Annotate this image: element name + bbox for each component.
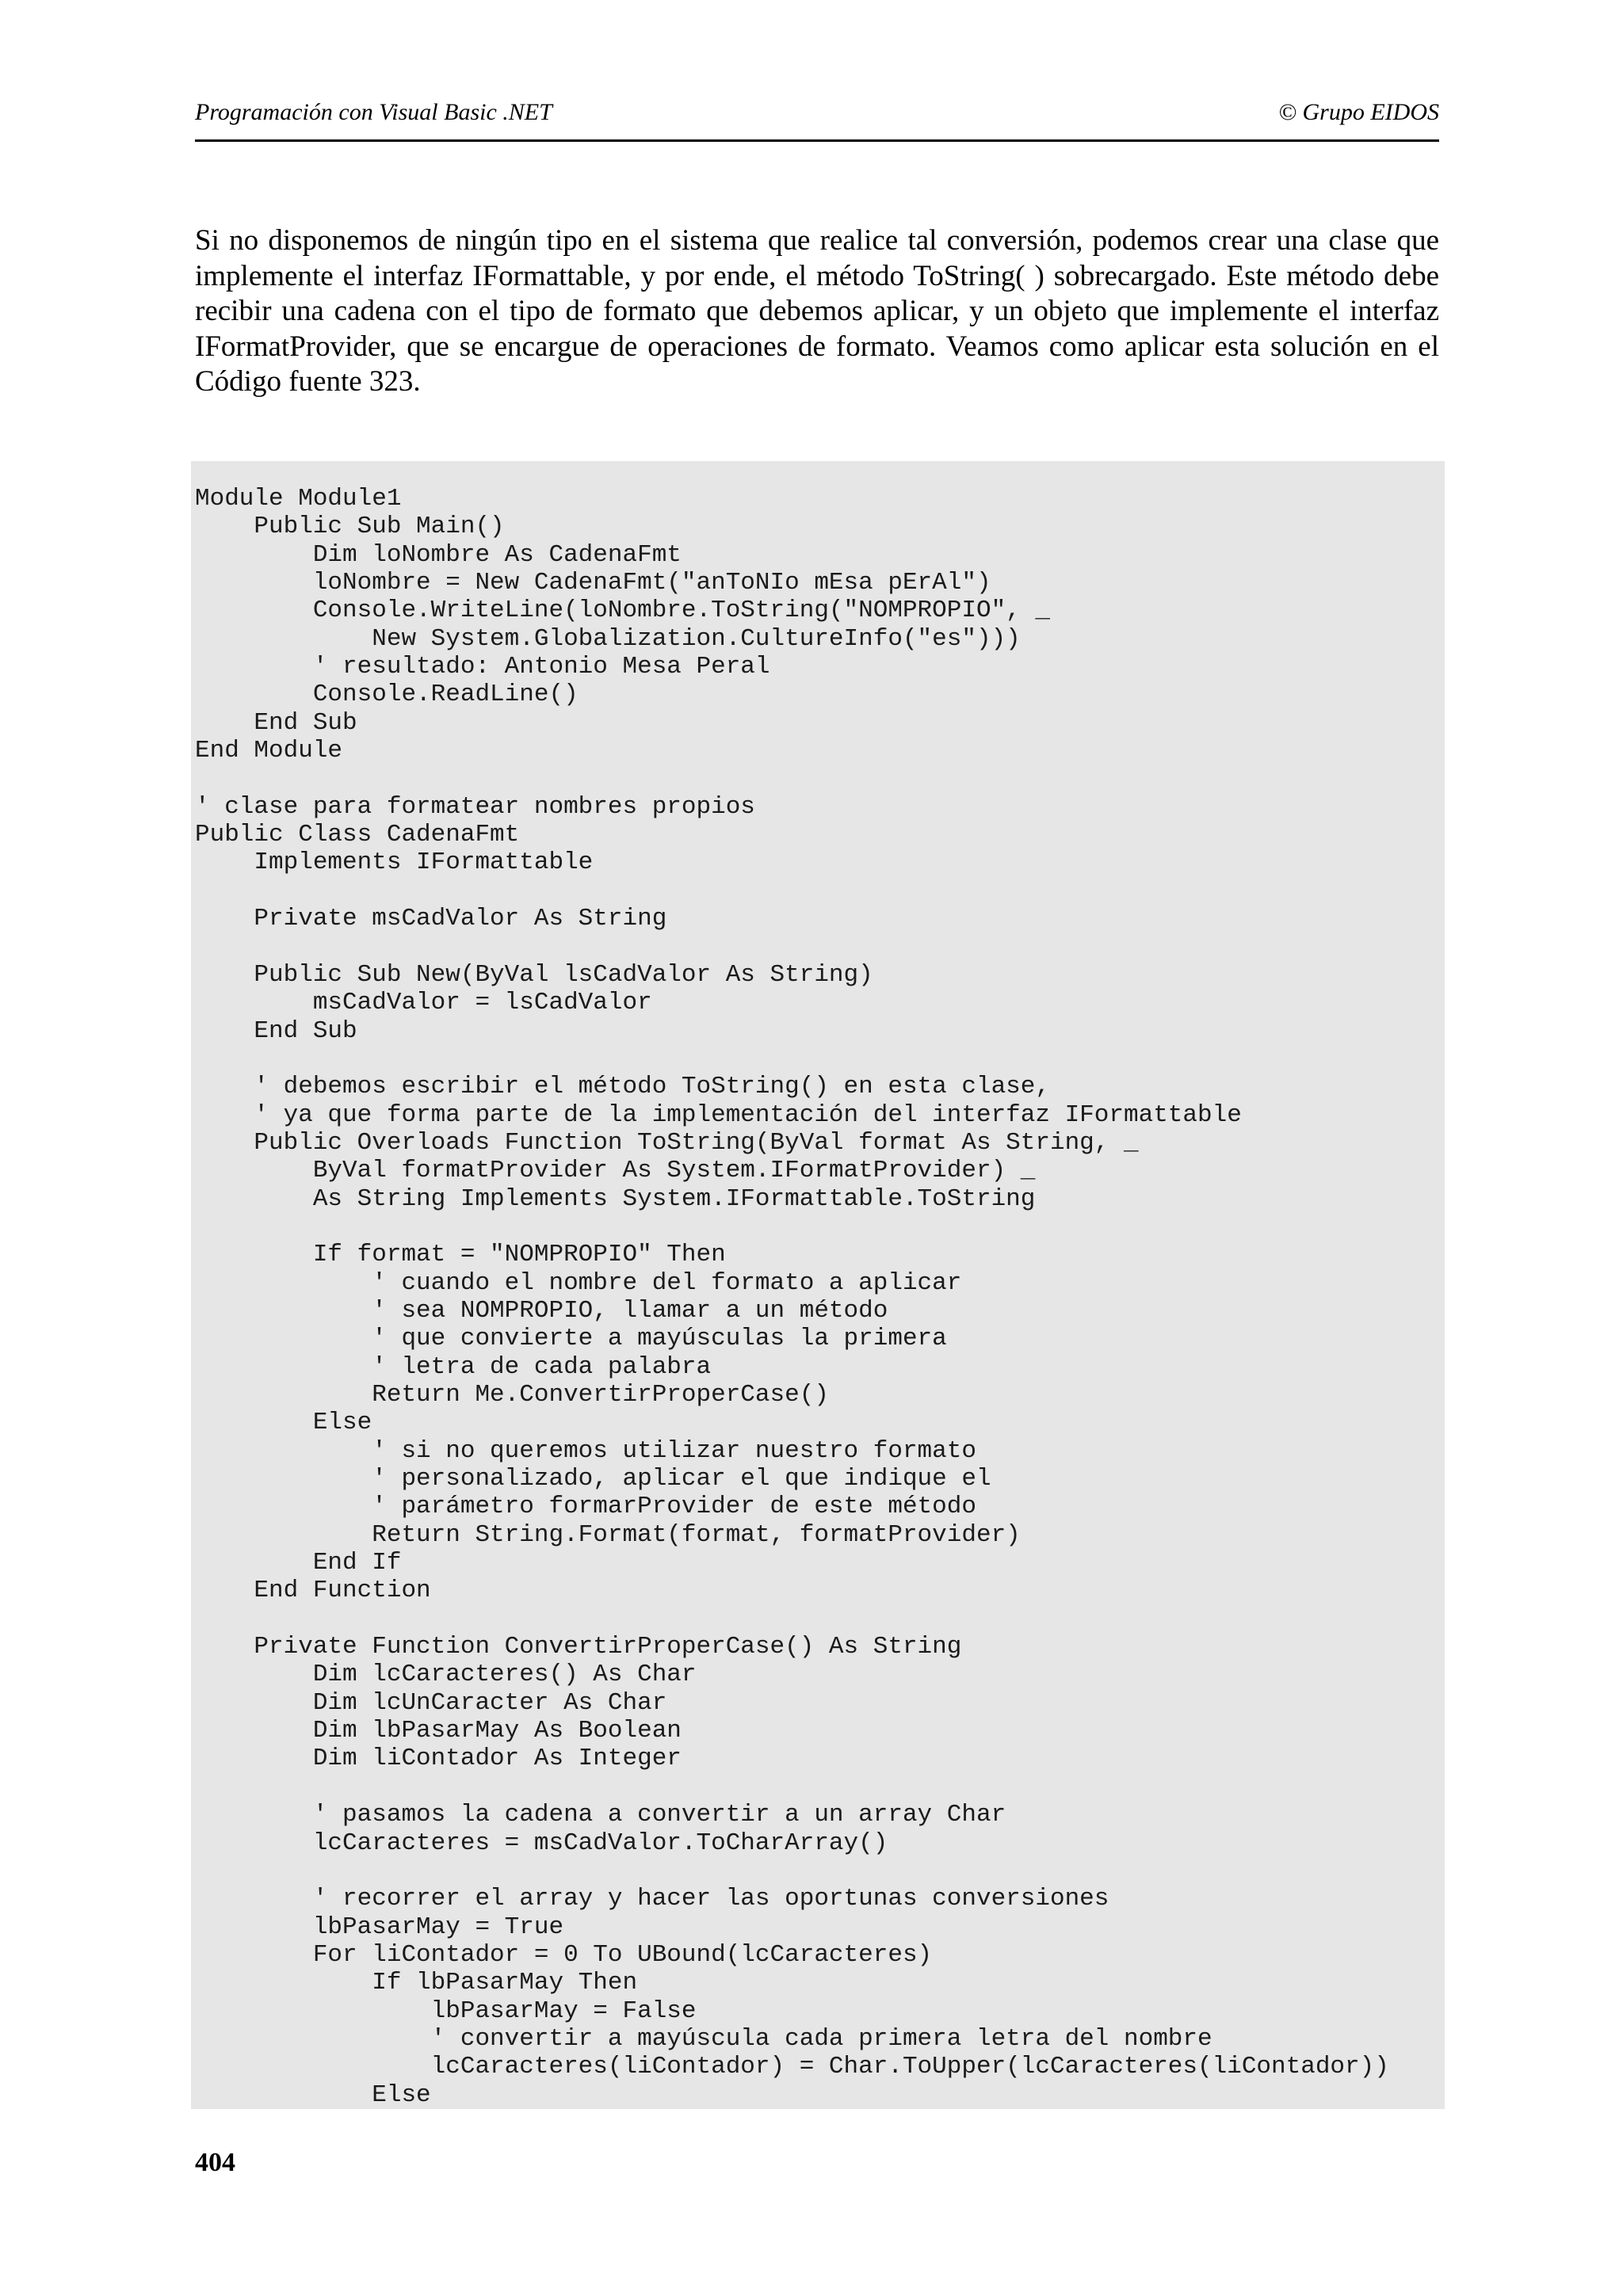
code-listing [191, 461, 1445, 2109]
page-number: 404 [195, 2148, 235, 2177]
running-title: Programación con Visual Basic .NET [195, 99, 552, 125]
publisher-credit: © Grupo EIDOS [1278, 99, 1439, 125]
page-header [195, 93, 1439, 142]
intro-paragraph: Si no disponemos de ningún tipo en el sistema que realice tal conversión, podemos crear una clase que implemente el interfaz IFormattable, y por ende, el método ToString( ) sobrecargado. Este método debe recibir una cadena con el tipo de formato que debemos aplicar, y un objeto que implemente el interfaz IFormatProvider, que se encargue de operaciones de formato. Veamos como aplicar esta solución en el Código fuente 323. [195, 224, 1439, 398]
code-text: Module Module1 Public Sub Main() Dim loNombre As CadenaFmt loNombre = New CadenaFmt("anToNIo mEsa pErAl") Console.WriteLine(loNombre.ToString("NOMPROPIO", _ New System.Globalization.CultureInfo("es"))) ' resultado: Antonio Mesa Peral Console.ReadLine() End Sub End Module ' clase para formatear nombres propios Public Class CadenaFmt Implements IFormattable Private msCadValor As String Public Sub New(ByVal lsCadValor As String) msCadValor = lsCadValor End Sub ' debemos escribir el método ToString() en esta clase, ' ya que forma parte de la implementación del interfaz IFormattable Public Overloads Function ToString(ByVal format As String, _ ByVal formatProvider As System.IFormatProvider) _ As String Implements System.IFormattable.ToString If format = "NOMPROPIO" Then ' cuando el nombre del formato a aplicar ' sea NOMPROPIO, llamar a un método ' que convierte a mayúsculas la primera ' letra de cada palabra Return Me.ConvertirProperCase() Else ' si no queremos utilizar nuestro formato ' personalizado, aplicar el que indique el ' parámetro formarProvider de este método Return String.Format(format, formatProvider) End If End Function Private Function ConvertirProperCase() As String Dim lcCaracteres() As Char Dim lcUnCaracter As Char Dim lbPasarMay As Boolean Dim liContador As Integer ' pasamos la cadena a convertir a un array Char lcCaracteres = msCadValor.ToCharArray() ' recorrer el array y hacer las oportunas conversiones lbPasarMay = True For liContador = 0 To UBound(lcCaracteres) If lbPasarMay Then lbPasarMay = False ' convertir a mayúscula cada primera letra del nombre lcCaracteres(liContador) = Char.ToUpper(lcCaracteres(liContador)) Else [195, 485, 1389, 2109]
